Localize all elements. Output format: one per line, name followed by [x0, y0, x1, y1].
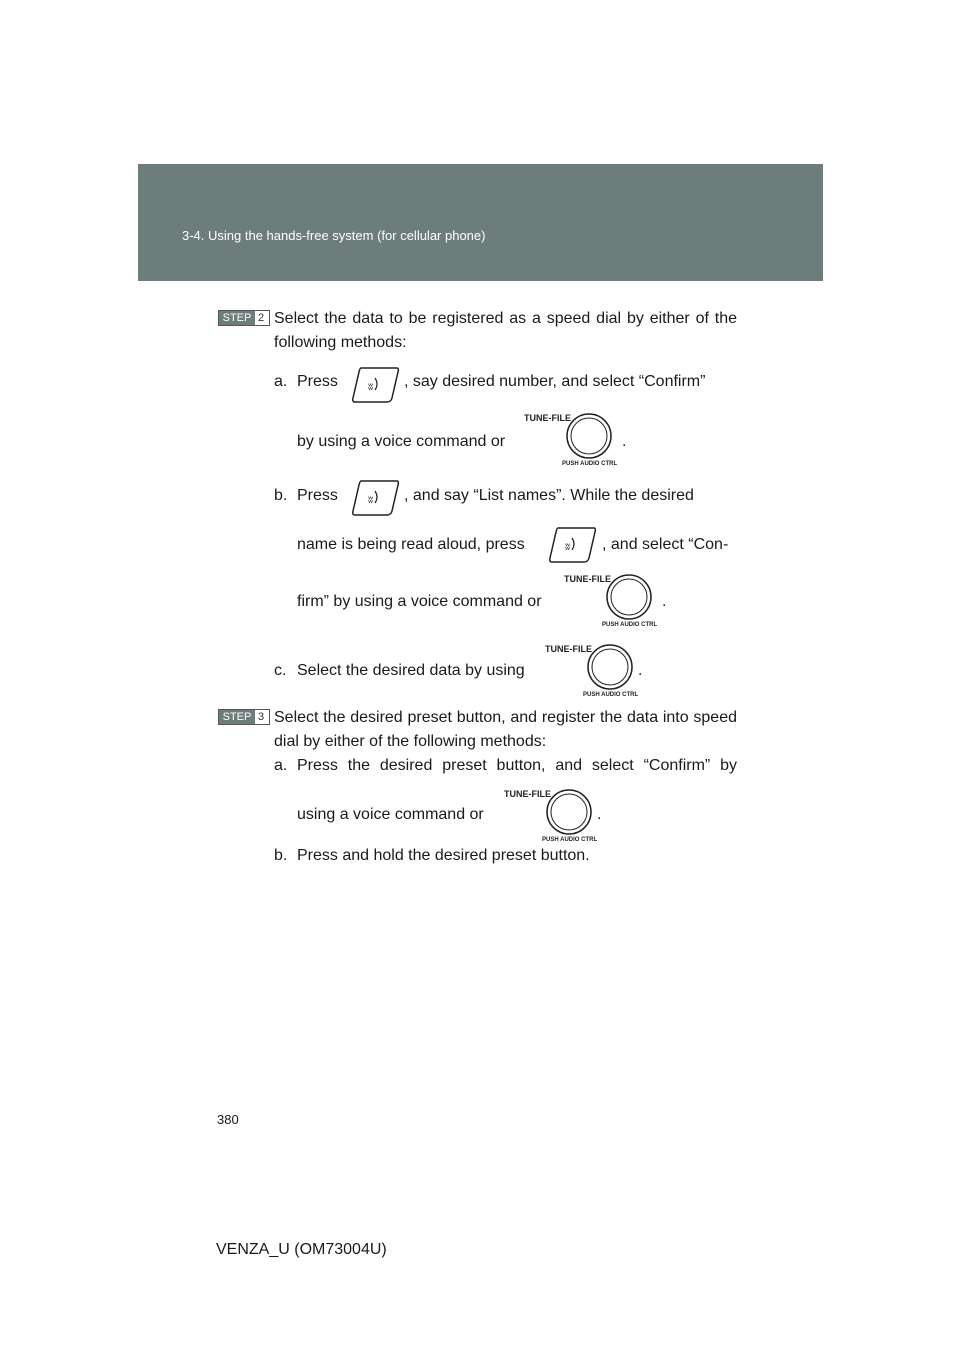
step-2c-prefix: c.	[274, 662, 287, 679]
knob-bottom-label: PUSH AUDIO CTRL	[602, 622, 658, 628]
step-2a-line2: by using a voice command or	[297, 433, 506, 450]
svg-text:ʬ: ʬ	[368, 382, 374, 393]
knob-bottom-label: PUSH AUDIO CTRL	[562, 461, 618, 467]
tune-file-knob-icon	[543, 641, 641, 699]
step-2b-line2-start: name is being read aloud, press	[297, 536, 525, 553]
section-header	[138, 164, 823, 281]
knob-top-label: TUNE-FILE	[524, 413, 571, 423]
tune-file-knob-icon	[522, 410, 620, 468]
step-2a-press: Press	[297, 373, 338, 390]
step-2c-text: Select the desired data by using	[297, 662, 525, 679]
knob-top-label: TUNE-FILE	[504, 789, 551, 799]
step-3b-text: Press and hold the desired preset button.	[297, 847, 590, 864]
section-title: 3-4. Using the hands-free system (for cellular phone)	[182, 228, 486, 243]
tune-file-knob-icon	[562, 571, 660, 629]
knob-bottom-label: PUSH AUDIO CTRL	[583, 692, 639, 698]
talk-switch-icon	[351, 366, 401, 404]
step-2c-end: .	[638, 662, 643, 679]
step-2-intro: Select the data to be registered as a speed dial by either of the following methods:	[274, 310, 737, 351]
step-3-intro: Select the desired preset button, and register the data into speed dial by either of the following methods:	[274, 709, 737, 750]
talk-switch-icon	[548, 526, 598, 564]
step-2b-end: .	[662, 593, 667, 610]
step-3a-end: .	[597, 806, 602, 823]
step-2b-line3: firm” by using a voice command or	[297, 593, 542, 610]
step-3-badge: STEP 3	[218, 709, 270, 725]
step-2b-line2-end: , and select “Con-	[602, 536, 729, 553]
step-3a-prefix: a.	[274, 757, 288, 774]
model-code: VENZA_U (OM73004U)	[216, 1241, 387, 1258]
step-3a-text: Press the desired preset button, and select “Confirm” by	[297, 757, 737, 774]
tune-file-knob-icon	[502, 786, 600, 844]
step-2a-prefix: a.	[274, 373, 288, 390]
step-2a-end: .	[622, 433, 627, 450]
knob-top-label: TUNE-FILE	[564, 574, 611, 584]
svg-text:ʬ: ʬ	[368, 495, 374, 506]
step-2-badge: STEP 2	[218, 310, 270, 326]
step-3b-prefix: b.	[274, 847, 288, 864]
page-number: 380	[217, 1112, 239, 1127]
talk-switch-icon	[351, 479, 401, 517]
svg-text:ʬ: ʬ	[565, 542, 571, 553]
step-2b-prefix: b.	[274, 487, 288, 504]
knob-bottom-label: PUSH AUDIO CTRL	[542, 837, 598, 843]
step-2b-after-button: , and say “List names”. While the desired	[404, 487, 694, 504]
knob-top-label: TUNE-FILE	[545, 644, 592, 654]
step-2a-after-button: , say desired number, and select “Confirm”	[404, 373, 706, 390]
step-3a-line2: using a voice command or	[297, 806, 484, 823]
step-2b-press: Press	[297, 487, 338, 504]
